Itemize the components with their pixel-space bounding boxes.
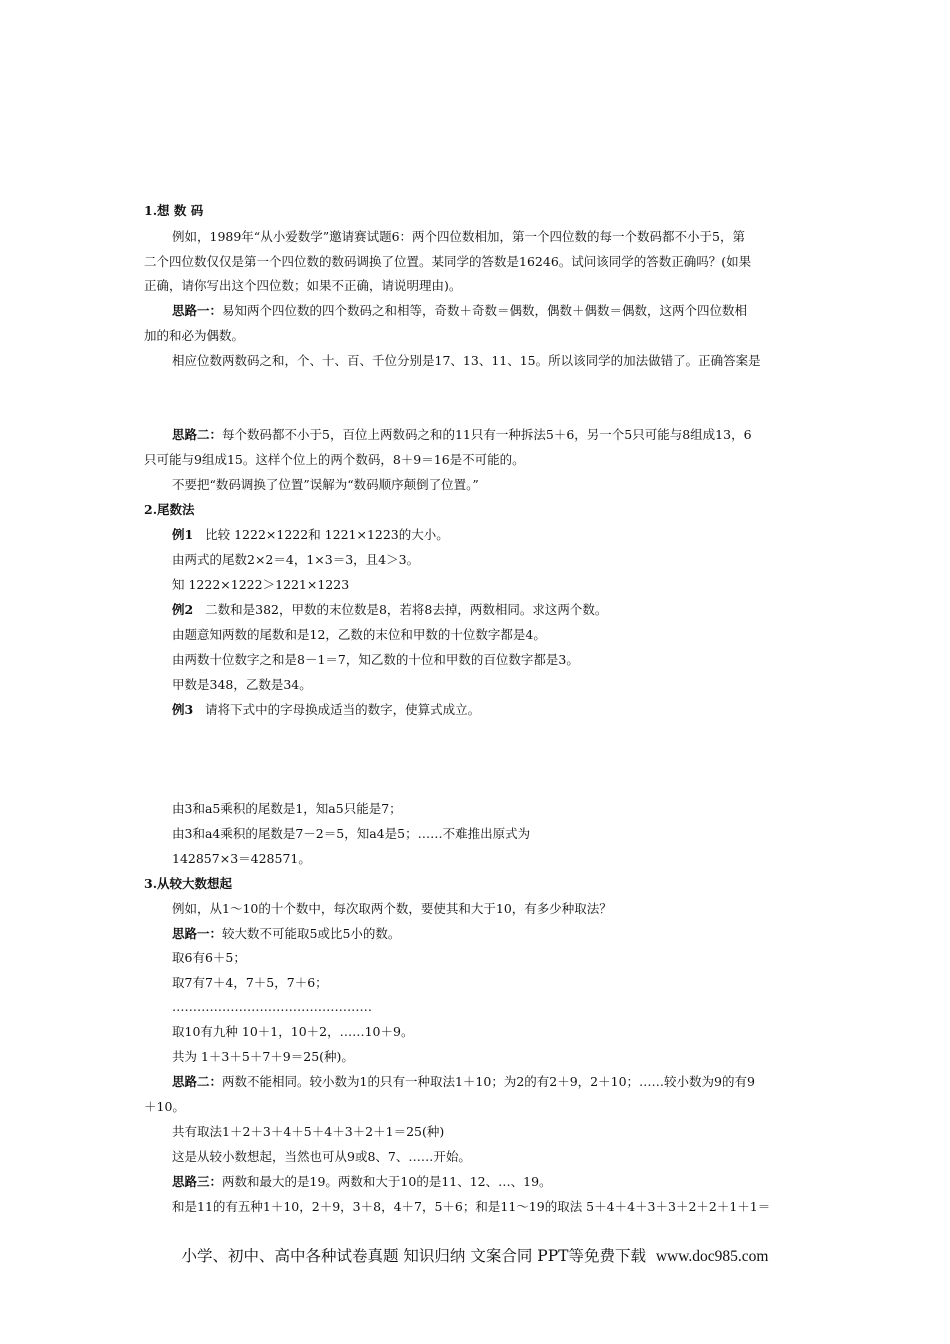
section-1-line-3: 正确，请你写出这个四位数；如果不正确，请说明理由)。	[144, 278, 462, 293]
section-1-after-idea-1: 相应位数两数码之和，个、十、百、千位分别是17、13、11、15。所以该同学的加法做错了。正确答案是	[172, 353, 761, 368]
example-3-label: 例3	[172, 702, 194, 717]
example-1-label: 例1	[172, 527, 194, 542]
example-2-label: 例2	[172, 602, 194, 617]
example-1	[172, 526, 810, 544]
section-1-line-1: 例如，1989年“从小爱数学”邀请赛试题6：两个四位数相加，第一个四位数的每一个数码都不小于5，第	[172, 229, 745, 244]
section-3-intro: 例如，从1～10的十个数中，每次取两个数，要使其和大于10，有多少种取法？	[172, 901, 612, 916]
s3-idea-2-label: 思路二：	[172, 1074, 223, 1089]
section-1-note: 不要把“数码调换了位置”误解为“数码顺序颠倒了位置。”	[172, 477, 479, 492]
section-2-title: 2.尾数法	[144, 502, 195, 517]
example-1-text: 比较 1222×1222和 1221×1223的大小。	[205, 527, 449, 542]
s3-idea-1-line-1: 取6有6＋5；	[172, 950, 246, 965]
example-2-line-3: 甲数是348，乙数是34。	[172, 677, 312, 692]
s3-idea-3-text: 两数和最大的是19。两数和大于10的是11、12、…、19。	[222, 1174, 552, 1189]
idea-1-text: 易知两个四位数的四个数码之和相等，奇数＋奇数＝偶数，偶数＋偶数＝偶数，这两个四位数相	[222, 303, 748, 318]
s3-idea-1-line-5: 共为 1＋3＋5＋7＋9＝25(种)。	[172, 1049, 354, 1064]
section-1-idea-1	[172, 302, 810, 320]
section-3-title: 3.从较大数想起	[144, 876, 233, 891]
page-footer	[0, 1246, 950, 1267]
example-3-line-2: 由3和a4乘积的尾数是7－2＝5，知a4是5；……不难推出原式为	[172, 826, 531, 841]
example-3	[172, 701, 810, 719]
example-3-line-1: 由3和a5乘积的尾数是1，知a5只能是7；	[172, 801, 402, 816]
section-3-idea-3	[172, 1173, 810, 1191]
example-2-line-2: 由两数十位数字之和是8－1＝7，知乙数的十位和甲数的百位数字都是3。	[172, 652, 579, 667]
example-3-line-3: 142857×3＝428571。	[172, 851, 311, 866]
section-1-idea-2	[172, 426, 810, 444]
footer-url[interactable]: www.doc985.com	[655, 1248, 769, 1265]
example-2	[172, 601, 810, 619]
section-1-line-2: 二个四位数仅仅是第一个四位数的数码调换了位置。某同学的答数是16246。试问该同学的答数正确吗？(如果	[144, 254, 752, 269]
s3-idea-2-line-2: 这是从较小数想起，当然也可从9或8、7、……开始。	[172, 1149, 471, 1164]
s3-idea-1-line-3: …………………………………………	[172, 999, 372, 1014]
example-1-line-2: 知 1222×1222＞1221×1223	[172, 577, 350, 592]
example-1-line-1: 由两式的尾数2×2＝4，1×3＝3，且4＞3。	[172, 552, 420, 567]
section-3-idea-1	[172, 925, 810, 943]
example-2-line-1: 由题意知两数的尾数和是12，乙数的末位和甲数的十位数字都是4。	[172, 627, 546, 642]
s3-idea-1-line-4: 取10有九种 10＋1，10＋2，……10＋9。	[172, 1024, 414, 1039]
idea-1-label: 思路一：	[172, 303, 223, 318]
s3-idea-2-line-1: 共有取法1＋2＋3＋4＋5＋4＋3＋2＋1＝25(种)	[172, 1124, 445, 1139]
s3-idea-3-label: 思路三：	[172, 1174, 223, 1189]
section-1-idea-2-cont: 只可能与9组成15。这样个位上的两个数码，8＋9＝16是不可能的。	[144, 452, 525, 467]
s3-idea-1-label: 思路一：	[172, 926, 223, 941]
section-1-idea-1-cont: 加的和必为偶数。	[144, 328, 245, 343]
example-3-text: 请将下式中的字母换成适当的数字，使算式成立。	[205, 702, 481, 717]
section-1-title: 1.想 数 码	[144, 203, 204, 218]
s3-idea-2-text: 两数不能相同。较小数为1的只有一种取法1＋10；为2的有2＋9，2＋10；……较小数为9的有9	[222, 1074, 755, 1089]
section-3-idea-2	[172, 1073, 810, 1091]
footer-text: 小学、初中、高中各种试卷真题 知识归纳 文案合同 PPT等免费下载	[181, 1247, 646, 1265]
idea-2-label: 思路二：	[172, 427, 223, 442]
s3-idea-2-cont: ＋10。	[144, 1099, 185, 1114]
s3-idea-3-last: 和是11的有五种1＋10，2＋9，3＋8，4＋7，5＋6；和是11～19的取法 5＋4＋4＋3＋3＋2＋2＋1＋1＝	[172, 1199, 771, 1214]
idea-2-text: 每个数码都不小于5，百位上两数码之和的11只有一种拆法5＋6，另一个5只可能与8组成13，6	[222, 427, 752, 442]
example-2-text: 二数和是382，甲数的末位数是8，若将8去掉，两数相同。求这两个数。	[205, 602, 608, 617]
s3-idea-1-text: 较大数不可能取5或比5小的数。	[222, 926, 401, 941]
s3-idea-1-line-2: 取7有7＋4，7＋5，7＋6；	[172, 975, 328, 990]
